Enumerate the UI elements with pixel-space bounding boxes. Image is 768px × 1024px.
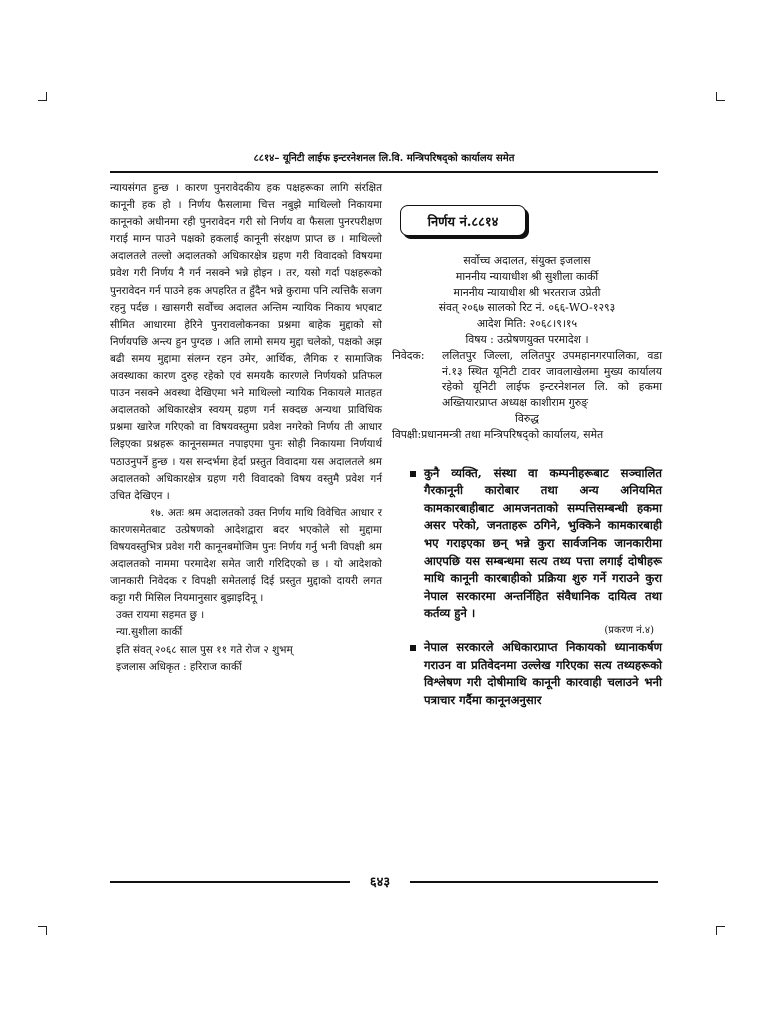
decision-number: निर्णय नं.८८१४ [400, 205, 526, 236]
petitioner [392, 348, 662, 411]
footer-rule-right [410, 881, 658, 883]
respondent-label: विपक्षी: [392, 427, 422, 441]
left-column [110, 180, 382, 676]
petitioner-text: ललितपुर जिल्ला, ललितपुर उपमहानगरपालिका, वडा नं.१३ स्थित यूनिटी टावर जावलाखेलमा मुख्य कार्यालय रहेको यूनिटी लाईफ इन्टरनेशनल लि. को हकमा अख्तियारप्राप्त अध्यक्ष काशीराम गुरुङ् [442, 348, 662, 410]
headnote-item [392, 639, 662, 709]
decision-number-box [400, 205, 528, 239]
footer-rule-left [110, 881, 350, 883]
crop-mark-top-right [716, 92, 725, 101]
versus: विरुद्ध [515, 411, 539, 425]
petitioner-label: निवेदक: [392, 348, 425, 362]
signature-line: इति संवत् २०६८ साल पुस ११ गते रोज २ शुभम् [116, 643, 293, 656]
court-info [392, 253, 662, 348]
paragraph-reference: (प्रकरण नं.४) [604, 624, 654, 636]
square-bullet-icon [410, 645, 416, 651]
right-column [392, 205, 662, 709]
court-line: आदेश मिति: २०६८।९।१५ [476, 317, 578, 331]
body-paragraph: न्यायसंगत हुन्छ । कारण पुनरावेदकीय हक पक्षहरूका लागि संरक्षित कानूनी हक हो । निर्णय फैसलामा चित्त नबुझे माथिल्लो निकायमा कानूनको अधीनमा रही पुनरावेदन गरी सो निर्णय वा फैसला पुनरपरीक्षण गराई माग्न पाउने पक्षको हकलाई कानूनी संरक्षण प्राप्त छ । माथिल्लो अदालतले तल्लो अदालतको अधिकारक्षेत्र ग्रहण गरी विवादको विषयमा प्रवेश गरी निर्णय नै गर्न नसक्ने भन्ने होइन । तर, यसो गर्दा पक्षहरूको पुनरावेदन गर्न पाउने हक अपहरित त हुँदैन भन्ने कुरामा पनि त्यत्तिकै सजग रहनु पर्दछ । खासगरी सर्वोच्च अदालत अन्तिम न्यायिक निकाय भएबाट सीमित आधारमा हेरिने पुनरावलोकनका प्रश्नमा बाहेक मुद्दाको सो निर्णयपछि अन्त्य हुन पुग्दछ । अति लामो समय मुद्दा चलेको, पक्षको अझ बढी समय मुद्दामा संलग्न रहन उमेर, आर्थिक, लैगिक र सामाजिक अवस्थाका कारण दुरुह रहेको एवं समयकै कारणले निर्णयको प्रतिफल पाउन नसक्ने अवस्था देखिएमा भने माथिल्लो न्यायिक निकायले मातहत अदालतको अधिकारक्षेत्र स्वयम् ग्रहण गर्न सक्दछ अन्यथा प्राविधिक प्रश्नमा खारेज गरिएको वा विषयवस्तुमा प्रवेश नगरेको निर्णय ती आधार लिइएका प्रश्नहरू कानूनसम्मत नपाइएमा पुनः सोही निकायमा निर्णयार्थ पठाउनुपर्ने हुन्छ । यस सन्दर्भमा हेर्दा प्रस्तुत विवादमा यस अदालतले श्रम अदालतको अधिकारक्षेत्र ग्रहण गरी विवादको विषय वस्तुमै प्रवेश गर्न उचित देखिएन । [110, 182, 382, 502]
signature-block [110, 607, 382, 675]
court-line: सर्वोच्च अदालत, संयुक्त इजलास [463, 254, 591, 267]
signature-line: इजलास अधिकृत : हरिराज कार्की [116, 660, 242, 673]
square-bullet-icon [410, 471, 416, 477]
respondent-text: प्रधानमन्त्री तथा मन्त्रिपरिषद्को कार्यालय, समेत [421, 427, 604, 441]
court-line: माननीय न्यायाधीश श्री भरतराज उप्रेती [453, 285, 601, 299]
court-line: विषय : उत्प्रेषणयुक्त परमादेश । [465, 332, 589, 346]
running-head: ८८१४– यूनिटी लाईफ इन्टरनेशनल लि.वि. मन्त्रिपरिषद्को कार्यालय समेत [253, 153, 515, 164]
signature-line: न्या.सुशीला कार्की [116, 626, 183, 639]
versus-block [392, 411, 662, 427]
page-number: ६४३ [369, 875, 391, 890]
crop-mark-top-left [38, 92, 47, 101]
signature-line: उक्त रायमा सहमत छु । [116, 609, 205, 622]
header-rule [110, 171, 658, 173]
respondent [392, 427, 662, 443]
crop-mark-bottom-right [716, 926, 725, 935]
court-line: संवत् २०६७ सालको रिट नं. ०६६-WO-१२९३ [438, 301, 616, 315]
crop-mark-bottom-left [38, 926, 47, 935]
headnote-item [392, 465, 662, 623]
headnote-text: नेपाल सरकारले अधिकारप्राप्त निकायको ध्यानाकर्षण गराउन वा प्रतिवेदनमा उल्लेख गरिएका सत्य तथ्यहरूको विश्लेषण गरी दोषीमाथि कानूनी कारवाही चलाउने भनी पत्राचार गर्दैमा कानूनअनुसार [424, 639, 662, 707]
court-line: माननीय न्यायाधीश श्री सुशीला कार्की [455, 269, 599, 283]
body-paragraph: १७. अतः श्रम अदालतको उक्त निर्णय माथि विवेचित आधार र कारणसमेतबाट उत्प्रेषणको आदेशद्वारा बदर भएकोले सो मुद्दामा विषयवस्तुभित्र प्रवेश गरी कानूनबमोजिम पुनः निर्णय गर्नु भनी विपक्षी श्रम अदालतको नाममा परमादेश समेत जारी गरिदिएको छ । यो आदेशको जानकारी निवेदक र विपक्षी समेतलाई दिई प्रस्तुत मुद्दाको दायरी लगत कट्टा गरी मिसिल नियमानुसार बुझाइदिनू । [110, 506, 382, 605]
headnote-text: कुनै व्यक्ति, संस्था वा कम्पनीहरूबाट सञ्चालित गैरकानूनी कारोबार तथा अन्य अनियमित कामकारबाहीबाट आमजनताको सम्पत्तिसम्बन्धी हकमा असर परेको, जनताहरू ठगिने, भुक्किने कामकारबाही भए गराइएका छन् भन्ने कुरा सार्वजनिक जानकारीमा आएपछि यस सम्बन्धमा सत्य तथ्य पत्ता लगाई दोषीहरू माथि कानूनी कारबाहीको प्रक्रिया शुरु गर्ने गराउने कुरा नेपाल सरकारमा अन्तर्निहित संवैधानिक दायित्व तथा कर्तव्य हुने । [424, 465, 662, 621]
headnote-list [392, 465, 662, 710]
